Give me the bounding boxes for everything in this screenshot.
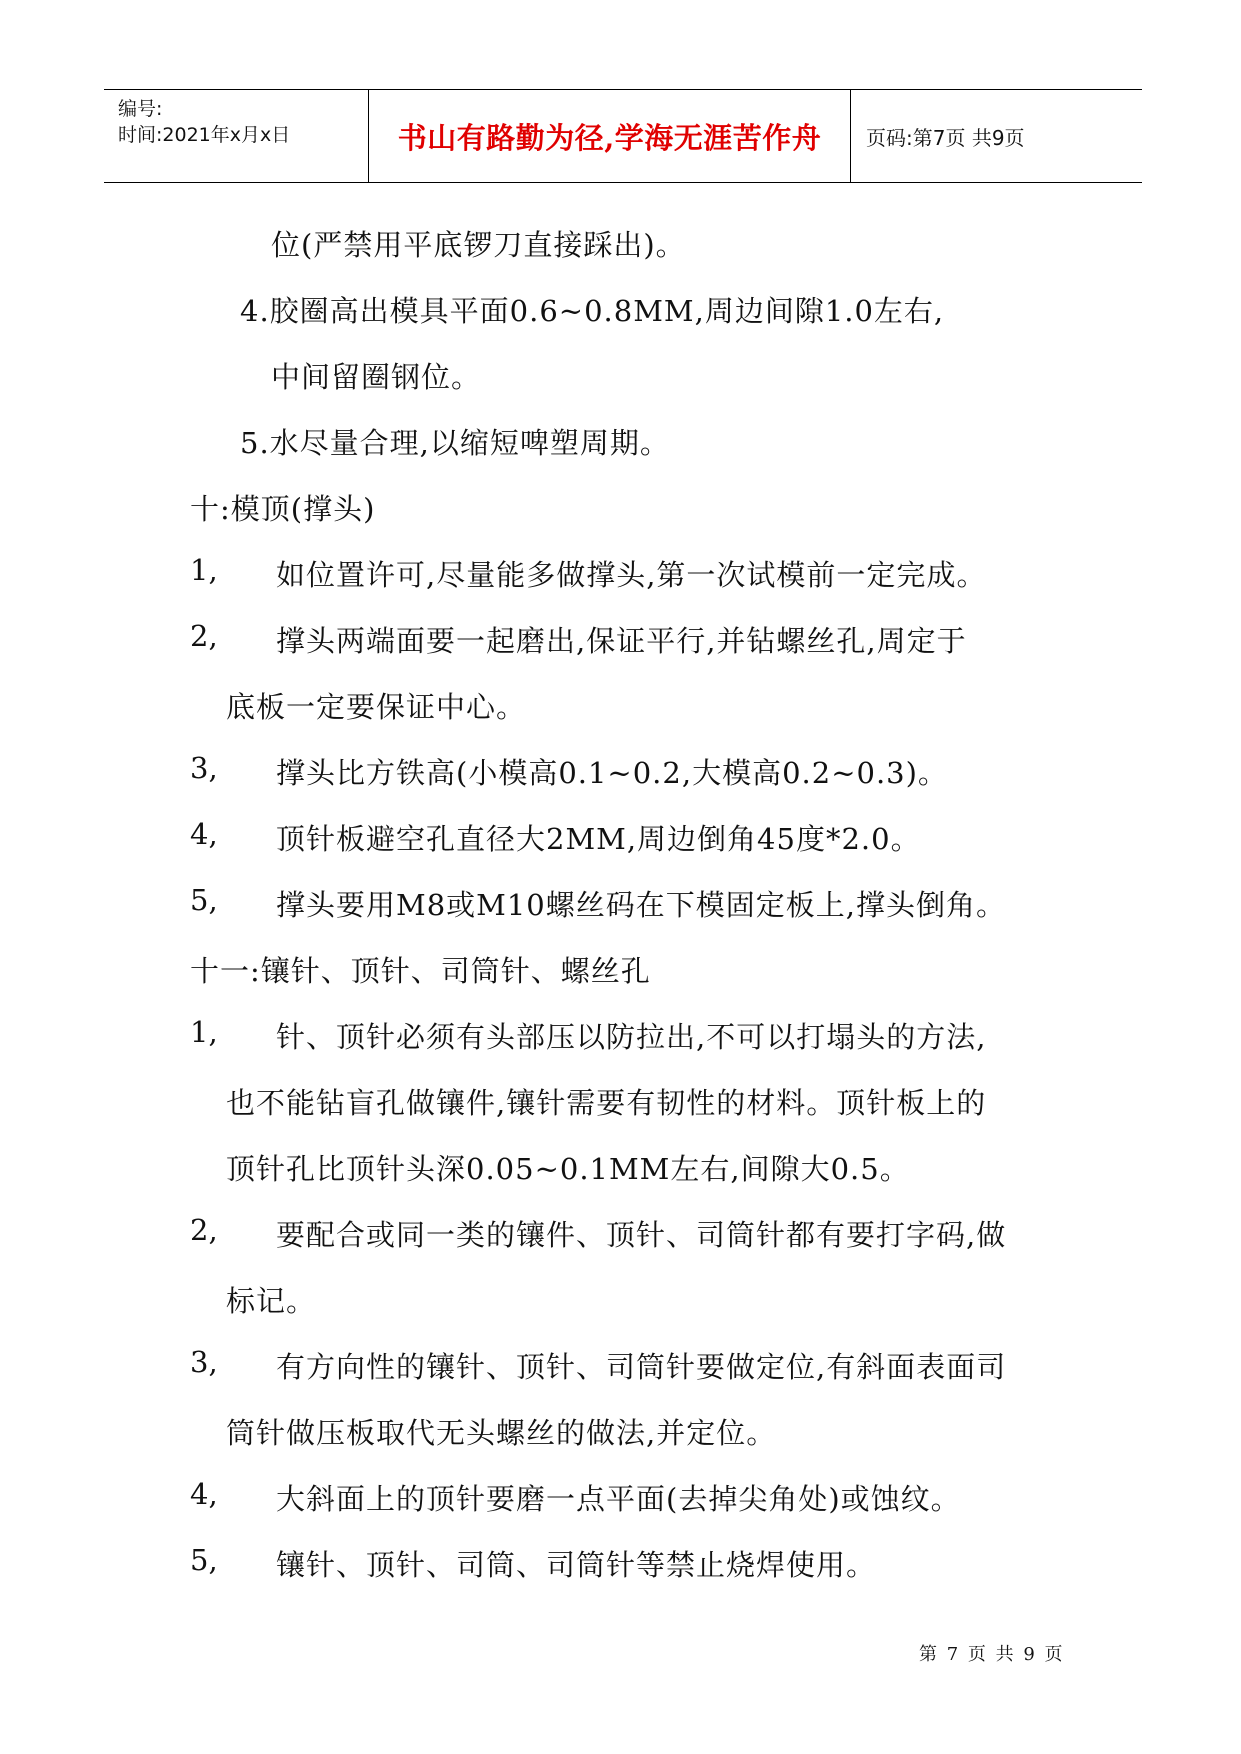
header-left-cell — [104, 90, 369, 182]
paragraph-line: 位(严禁用平底锣刀直接踩出)。 — [271, 228, 686, 262]
list-item-continuation: 筒针做压板取代无头螺丝的做法,并定位。 — [226, 1416, 777, 1450]
list-item-number: 4, — [190, 1477, 218, 1511]
list-item-text: 大斜面上的顶针要磨一点平面(去掉尖角处)或蚀纹。 — [276, 1482, 961, 1516]
list-item-text: 顶针板避空孔直径大2MM,周边倒角45度*2.0。 — [276, 822, 921, 856]
list-item-number: 2, — [190, 1213, 218, 1247]
paragraph-line: 4.胶圈高出模具平面0.6~0.8MM,周边间隙1.0左右, — [240, 294, 945, 328]
list-item-number: 5, — [190, 883, 218, 917]
document-header — [104, 89, 1142, 183]
list-item-continuation: 顶针孔比顶针头深0.05~0.1MM左右,间隙大0.5。 — [226, 1152, 910, 1186]
list-item-text: 镶针、顶针、司筒、司筒针等禁止烧焊使用。 — [276, 1548, 877, 1582]
section-heading: 十一:镶针、顶针、司筒针、螺丝孔 — [190, 954, 651, 988]
time-label: 时间:2021年x月x日 — [118, 124, 291, 146]
list-item-number: 3, — [190, 1345, 218, 1379]
header-page-info: 页码:第7页 共9页 — [866, 125, 1025, 150]
list-item-text: 要配合或同一类的镶件、顶针、司筒针都有要打字码,做 — [276, 1218, 1007, 1252]
list-item-number: 4, — [190, 817, 218, 851]
list-item-text: 撑头两端面要一起磨出,保证平行,并钻螺丝孔,周定于 — [276, 624, 967, 658]
list-item-text: 如位置许可,尽量能多做撑头,第一次试模前一定完成。 — [276, 558, 987, 592]
list-item-number: 1, — [190, 553, 218, 587]
list-item-text: 撑头比方铁高(小模高0.1~0.2,大模高0.2~0.3)。 — [276, 756, 948, 790]
page-footer: 第 7 页 共 9 页 — [919, 1644, 1065, 1665]
list-item-text: 有方向性的镶针、顶针、司筒针要做定位,有斜面表面司 — [276, 1350, 1007, 1384]
list-item-number: 5, — [190, 1543, 218, 1577]
list-item-continuation: 标记。 — [226, 1284, 317, 1318]
list-item-number: 1, — [190, 1015, 218, 1049]
header-right-cell — [852, 90, 1142, 182]
list-item-continuation: 底板一定要保证中心。 — [226, 690, 527, 724]
header-motto: 书山有路勤为径,学海无涯苦作舟 — [397, 120, 822, 155]
list-item-text: 针、顶针必须有头部压以防拉出,不可以打塌头的方法, — [276, 1020, 987, 1054]
paragraph-line: 中间留圈钢位。 — [271, 360, 482, 394]
list-item-number: 2, — [190, 619, 218, 653]
list-item-number: 3, — [190, 751, 218, 785]
list-item-text: 撑头要用M8或M10螺丝码在下模固定板上,撑头倒角。 — [276, 888, 1006, 922]
paragraph-line: 5.水尽量合理,以缩短啤塑周期。 — [240, 426, 670, 460]
section-heading: 十:模顶(撑头) — [190, 492, 376, 526]
list-item-continuation: 也不能钻盲孔做镶件,镶针需要有韧性的材料。顶针板上的 — [226, 1086, 987, 1120]
header-middle-cell — [369, 90, 851, 182]
serial-number-label: 编号: — [118, 98, 163, 120]
